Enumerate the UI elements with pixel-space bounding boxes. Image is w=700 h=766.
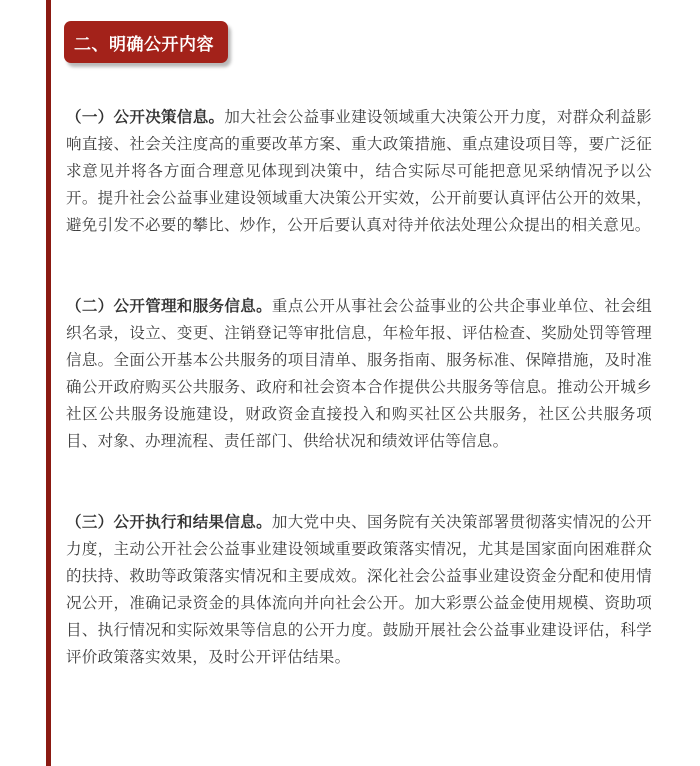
paragraph-management-service-info (66, 293, 652, 455)
paragraph-decision-info (66, 104, 652, 239)
paragraph-execution-result-info (66, 509, 652, 671)
paragraph-lead: （二）公开管理和服务信息。 (66, 297, 272, 315)
paragraph-text: 加大社会公益事业建设领域重大决策公开力度，对群众利益影响直接、社会关注度高的重要改革方案、重大政策措施、重点建设项目等，要广泛征求意见并将各方面合理意见体现到决策中，结合实际尽可能把意见采纳情况予以公开。提升社会公益事业建设领域重大决策公开实效，公开前要认真评估公开的效果，避免引发不必要的攀比、炒作，公开后要认真对待并依法处理公众提出的相关意见。 (66, 108, 652, 234)
section-heading-badge (64, 21, 228, 63)
section-heading-text: 二、明确公开内容 (74, 34, 214, 55)
paragraph-lead: （三）公开执行和结果信息。 (66, 513, 272, 531)
paragraph-lead: （一）公开决策信息。 (66, 108, 225, 126)
article-body (66, 104, 652, 725)
paragraph-text: 重点公开从事社会公益事业的公共企事业单位、社会组织名录，设立、变更、注销登记等审批信息，年检年报、评估检查、奖励处罚等管理信息。全面公开基本公共服务的项目清单、服务指南、服务标准、保障措施，及时准确公开政府购买公共服务、政府和社会资本合作提供公共服务等信息。推动公开城乡社区公共服务设施建设，财政资金直接投入和购买社区公共服务，社区公共服务项目、对象、办理流程、责任部门、供给状况和绩效评估等信息。 (66, 297, 652, 450)
left-accent-bar (46, 0, 51, 766)
paragraph-text: 加大党中央、国务院有关决策部署贯彻落实情况的公开力度，主动公开社会公益事业建设领域重要政策落实情况，尤其是国家面向困难群众的扶持、救助等政策落实情况和主要成效。深化社会公益事业建设资金分配和使用情况公开，准确记录资金的具体流向并向社会公开。加大彩票公益金使用规模、资助项目、执行情况和实际效果等信息的公开力度。鼓励开展社会公益事业建设评估，科学评价政策落实效果，及时公开评估结果。 (66, 513, 652, 666)
